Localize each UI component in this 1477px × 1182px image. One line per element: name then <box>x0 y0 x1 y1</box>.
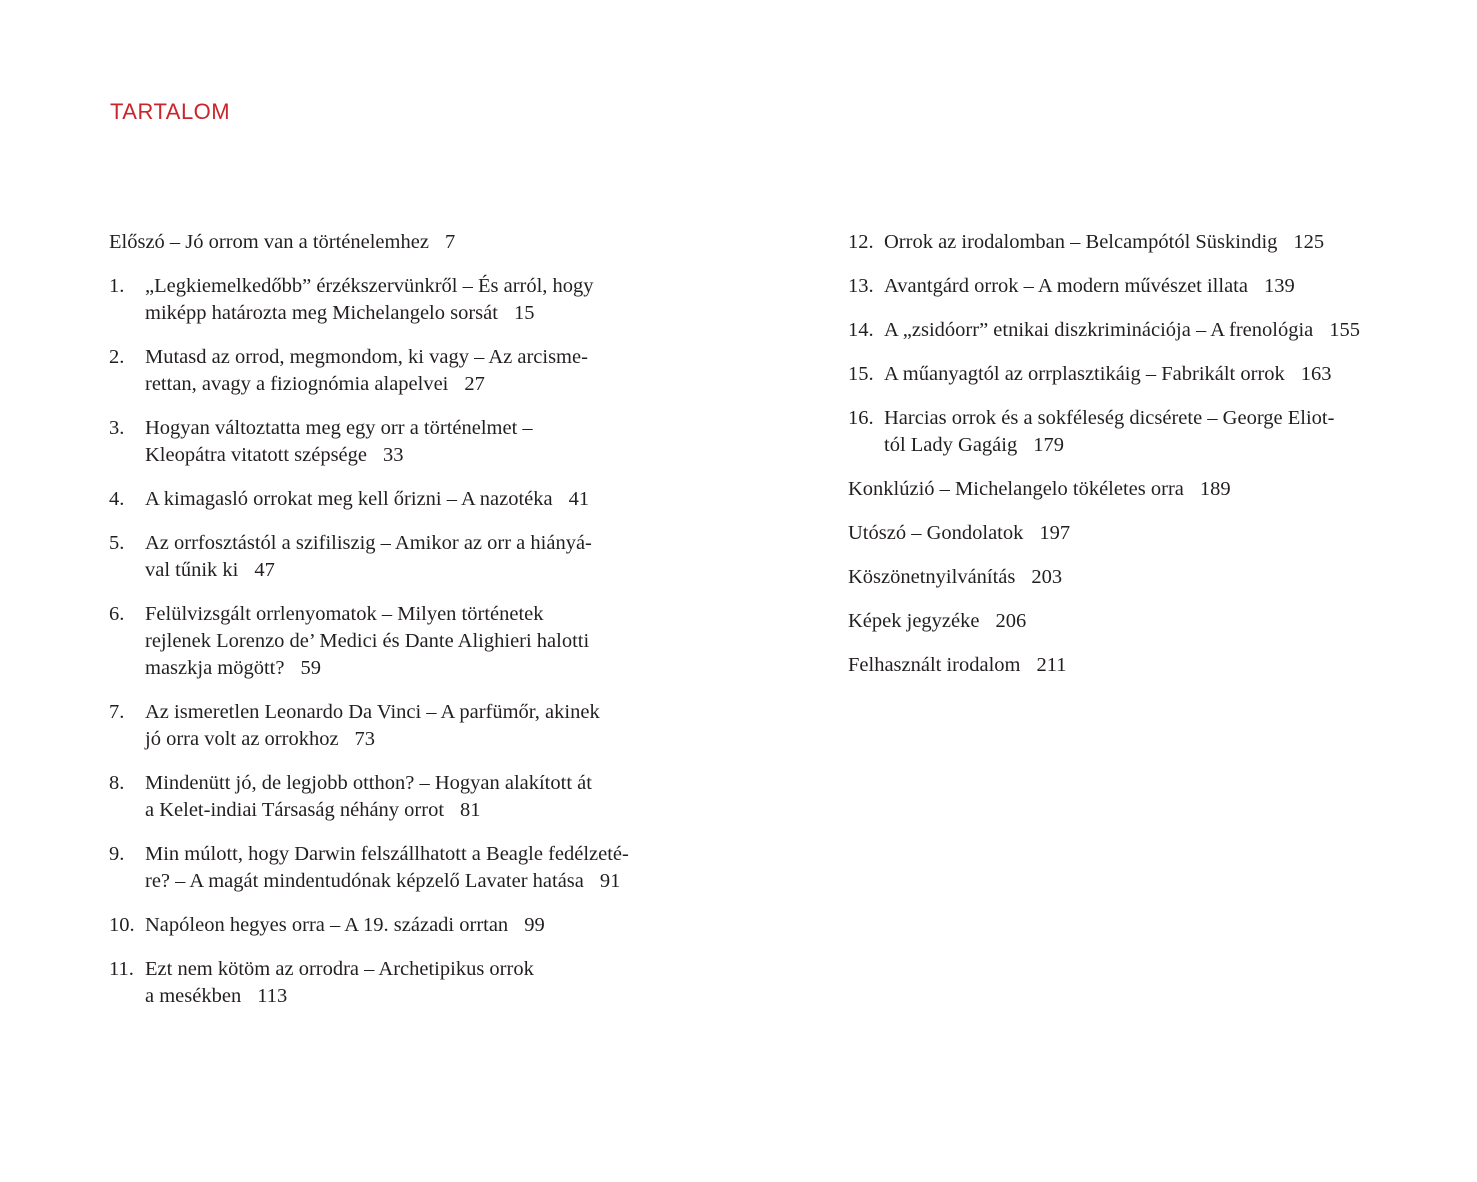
page-title: TARTALOM <box>110 99 231 124</box>
chapter-number: 11. <box>109 958 134 980</box>
toc-entry[interactable] <box>109 912 669 939</box>
page-number: 15 <box>513 302 535 324</box>
chapter-number: 10. <box>109 914 135 936</box>
page-number: 125 <box>1293 231 1325 253</box>
toc-entry[interactable] <box>848 520 1408 547</box>
title-line: jó orra volt az orrokhoz 73 <box>145 728 376 750</box>
title-line: miképp határozta meg Michelangelo sorsát 15 <box>145 302 535 324</box>
chapter-title <box>848 520 1408 547</box>
chapter-title <box>145 344 669 398</box>
toc-entry[interactable] <box>109 229 669 256</box>
title-line: rejlenek Lorenzo de’ Medici és Dante Alighieri halotti <box>145 630 590 652</box>
chapter-number: 13. <box>848 275 874 297</box>
chapter-title <box>145 912 669 939</box>
title-line: Utószó – Gondolatok 197 <box>848 522 1071 544</box>
toc-entry[interactable] <box>848 361 1408 388</box>
chapter-number: 14. <box>848 319 874 341</box>
toc-entry[interactable] <box>109 273 669 327</box>
chapter-number: 8. <box>109 772 125 794</box>
toc-entry[interactable] <box>109 601 669 682</box>
page-number: 155 <box>1329 319 1360 341</box>
chapter-title <box>145 530 669 584</box>
page-number: 81 <box>460 799 481 821</box>
toc-entry[interactable] <box>109 956 669 1010</box>
title-line: Az orrfosztástól a szifiliszig – Amikor az orr a hiányá- <box>145 532 592 554</box>
title-line: Min múlott, hogy Darwin felszállhatott a Beagle fedélzeté- <box>145 843 629 865</box>
chapter-title <box>145 699 669 753</box>
chapter-title <box>145 486 669 513</box>
chapter-number: 15. <box>848 363 874 385</box>
page-number: 99 <box>524 914 545 936</box>
toc-entry[interactable] <box>109 841 669 895</box>
title-line: A „zsidóorr” etnikai diszkriminációja – A frenológia 155 <box>884 319 1360 341</box>
toc-entry[interactable] <box>109 699 669 753</box>
toc-entry[interactable] <box>109 344 669 398</box>
toc-entry[interactable] <box>109 530 669 584</box>
chapter-number: 7. <box>109 701 125 723</box>
title-line: Felhasznált irodalom 211 <box>848 654 1067 676</box>
chapter-number: 2. <box>109 346 125 368</box>
page-number: 113 <box>257 985 288 1007</box>
title-line: Előszó – Jó orrom van a történelemhez 7 <box>109 231 456 253</box>
title-line: Felülvizsgált orrlenyomatok – Milyen történetek <box>145 603 544 625</box>
chapter-title <box>145 956 669 1010</box>
chapter-number: 3. <box>109 417 125 439</box>
chapter-number: 1. <box>109 275 125 297</box>
title-line: Köszönetnyilvánítás 203 <box>848 566 1063 588</box>
page-number: 7 <box>444 231 456 253</box>
chapter-title <box>884 229 1408 256</box>
title-line: re? – A magát mindentudónak képzelő Lavater hatása 91 <box>145 870 621 892</box>
title-line: Mindenütt jó, de legjobb otthon? – Hogyan alakított át <box>145 772 592 794</box>
page-number: 91 <box>599 870 621 892</box>
page-number: 59 <box>300 657 321 679</box>
toc-entry[interactable] <box>109 415 669 469</box>
toc-entry[interactable] <box>848 652 1408 679</box>
chapter-number: 16. <box>848 407 874 429</box>
page-number: 163 <box>1300 363 1332 385</box>
page-number: 203 <box>1031 566 1063 588</box>
toc-left-column <box>109 229 669 1027</box>
title-line: Mutasd az orrod, megmondom, ki vagy – Az arcisme- <box>145 346 588 368</box>
chapter-title <box>145 415 669 469</box>
chapter-number: 6. <box>109 603 125 625</box>
toc-entry[interactable] <box>848 229 1408 256</box>
chapter-title <box>109 229 669 256</box>
page-number: 27 <box>464 373 485 395</box>
chapter-title <box>884 405 1408 459</box>
toc-entry[interactable] <box>848 564 1408 591</box>
title-line: Harcias orrok és a sokféleség dicsérete – George Eliot- <box>884 407 1335 429</box>
chapter-title <box>145 273 669 327</box>
title-line: maszkja mögött? 59 <box>145 657 321 679</box>
toc-entry[interactable] <box>848 317 1408 344</box>
chapter-number: 5. <box>109 532 125 554</box>
toc-entry[interactable] <box>109 770 669 824</box>
chapter-title <box>145 841 669 895</box>
page-number: 211 <box>1036 654 1067 676</box>
title-line: A kimagasló orrokat meg kell őrizni – A nazotéka 41 <box>145 488 590 510</box>
page-number: 47 <box>254 559 275 581</box>
page-number: 139 <box>1263 275 1295 297</box>
title-line: Avantgárd orrok – A modern művészet illata 139 <box>884 275 1295 297</box>
title-line: Kleopátra vitatott szépsége 33 <box>145 444 404 466</box>
title-line: Hogyan változtatta meg egy orr a történelmet – <box>145 417 533 439</box>
page-number: 197 <box>1039 522 1071 544</box>
toc-entry[interactable] <box>848 273 1408 300</box>
page-number: 73 <box>354 728 376 750</box>
chapter-number: 4. <box>109 488 125 510</box>
title-line: tól Lady Gagáig 179 <box>884 434 1064 456</box>
title-line: a mesékben 113 <box>145 985 288 1007</box>
title-line: Az ismeretlen Leonardo Da Vinci – A parfümőr, akinek <box>145 701 600 723</box>
title-line: Konklúzió – Michelangelo tökéletes orra 189 <box>848 478 1231 500</box>
page-number: 33 <box>383 444 404 466</box>
page-number: 41 <box>568 488 590 510</box>
chapter-number: 9. <box>109 843 125 865</box>
title-line: Képek jegyzéke 206 <box>848 610 1027 632</box>
page-number: 189 <box>1199 478 1231 500</box>
chapter-number: 12. <box>848 231 874 253</box>
title-line: „Legkiemelkedőbb” érzékszervünkről – És arról, hogy <box>145 275 594 297</box>
toc-entry[interactable] <box>109 486 669 513</box>
title-line: val tűnik ki 47 <box>145 559 275 581</box>
chapter-title <box>145 601 669 682</box>
toc-entry[interactable] <box>848 476 1408 503</box>
title-line: Ezt nem kötöm az orrodra – Archetipikus orrok <box>145 958 534 980</box>
title-line: a Kelet-indiai Társaság néhány orrot 81 <box>145 799 481 821</box>
page-number: 206 <box>995 610 1027 632</box>
chapter-title <box>884 317 1408 344</box>
toc-entry[interactable] <box>848 405 1408 459</box>
toc-right-column <box>848 229 1408 696</box>
title-line: A műanyagtól az orrplasztikáig – Fabrikált orrok 163 <box>884 363 1332 385</box>
toc-entry[interactable] <box>848 608 1408 635</box>
chapter-title <box>145 770 669 824</box>
chapter-title <box>884 273 1408 300</box>
title-line: Napóleon hegyes orra – A 19. századi orrtan 99 <box>145 914 545 936</box>
chapter-title <box>848 652 1408 679</box>
chapter-title <box>848 608 1408 635</box>
chapter-title <box>884 361 1408 388</box>
chapter-title <box>848 476 1408 503</box>
page-number: 179 <box>1033 434 1064 456</box>
title-line: Orrok az irodalomban – Belcampótól Süskindig 125 <box>884 231 1325 253</box>
chapter-title <box>848 564 1408 591</box>
title-line: rettan, avagy a fiziognómia alapelvei 27 <box>145 373 485 395</box>
